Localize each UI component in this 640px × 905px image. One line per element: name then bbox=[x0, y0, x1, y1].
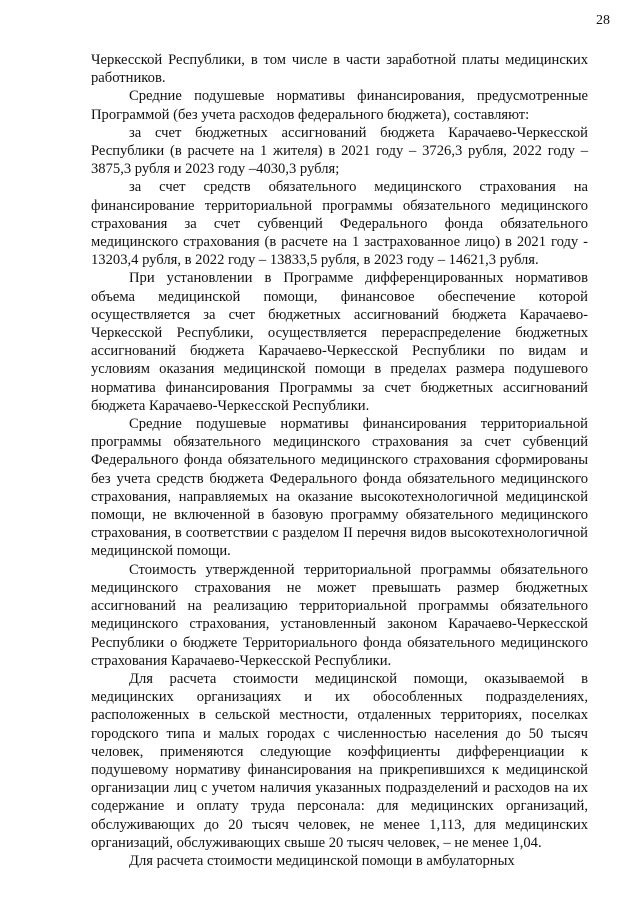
paragraph: Средние подушевые нормативы финансирования территориальной программы обязательного медицинского страхования за счет субвенций Федерального фонда обязательного медицинского страхования сформированы без учета средств бюджета Федерального фонда обязательного медицинского страхования, направляемых на оказание высокотехнологичной медицинской помощи, не включенной в базовую программу обязательного медицинского страхования, в соответствии с разделом II перечня видов высокотехнологичной медицинской помощи. bbox=[91, 416, 588, 560]
paragraph: Для расчета стоимости медицинской помощи, оказываемой в медицинских организациях и их обособленных подразделениях, расположенных в сельской местности, отдаленных территориях, поселках городского типа и малых городах с численностью населения до 50 тысяч человек, применяются следующие коэффициенты дифференциации к подушевому нормативу финансирования на прикрепившихся к медицинской организации лиц с учетом наличия указанных подразделений и расходов на их содержание и оплату труда персонала: для медицинских организаций, обслуживающих до 20 тысяч человек, не менее 1,113, для медицинских организаций, обслуживающих свыше 20 тысяч человек, – не менее 1,04. bbox=[91, 670, 588, 851]
page-number: 28 bbox=[596, 13, 610, 28]
paragraph: за счет бюджетных ассигнований бюджета Карачаево-Черкесской Республики (в расчете на 1 жителя) в 2021 году – 3726,3 рубля, 2022 году – 3875,3 рубля и 2023 году –4030,3 рубля; bbox=[91, 124, 588, 178]
paragraph: Для расчета стоимости медицинской помощи в амбулаторных bbox=[129, 852, 515, 869]
paragraph: Средние подушевые нормативы финансирования, предусмотренные Программой (без учета расходов федерального бюджета), составляют: bbox=[91, 88, 588, 123]
paragraph: При установлении в Программе дифференцированных нормативов объема медицинской помощи, финансовое обеспечение которой осуществляется за счет бюджетных ассигнований бюджета Карачаево-Черкесской Республики, осуществляется перераспределение бюджетных ассигнований бюджета Карачаево-Черкесской Республики по видам и условиям оказания медицинской помощи в пределах размера подушевого норматива финансирования Программы за счет бюджетных ассигнований бюджета Карачаево-Черкесской Республики. bbox=[91, 270, 588, 414]
document-body bbox=[91, 51, 588, 870]
paragraph: Черкесской Республики, в том числе в части заработной платы медицинских работников. bbox=[91, 52, 588, 87]
paragraph: за счет средств обязательного медицинского страхования на финансирование территориальной программы обязательного медицинского страхования за счет субвенций Федерального фонда обязательного медицинского страхования (в расчете на 1 застрахованное лицо) в 2021 году - 13203,4 рубля, в 2022 году – 13833,5 рубля, в 2023 году – 14621,3 рубля. bbox=[91, 179, 588, 269]
paragraph: Стоимость утвержденной территориальной программы обязательного медицинского страхования не может превышать размер бюджетных ассигнований на реализацию территориальной программы обязательного медицинского страхования, установленный законом Карачаево-Черкесской Республики о бюджете Территориального фонда обязательного медицинского страхования Карачаево-Черкесской Республики. bbox=[91, 561, 588, 669]
